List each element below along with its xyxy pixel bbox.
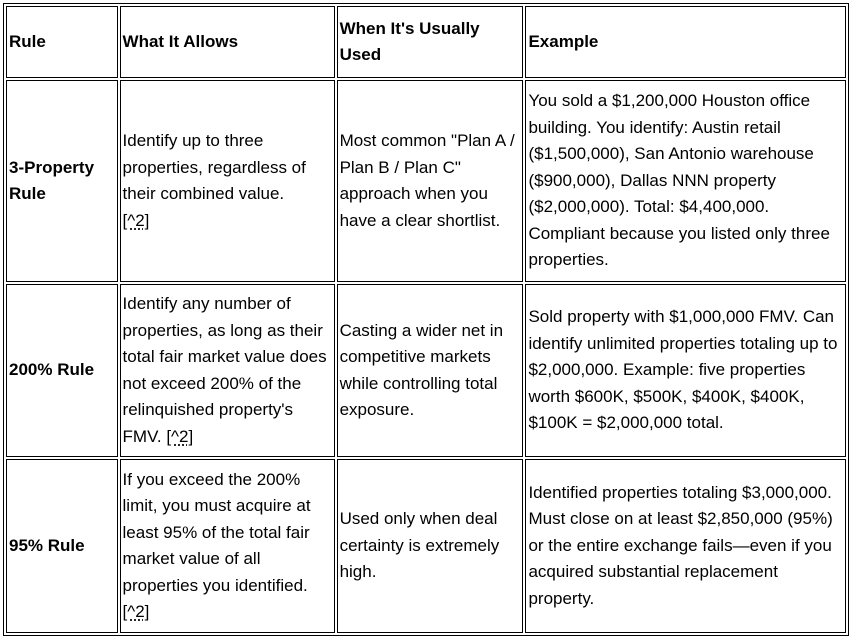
- allows-cell: [120, 284, 335, 457]
- header-rule: Rule: [6, 6, 118, 78]
- rule-cell: 200% Rule: [6, 284, 118, 457]
- allows-text: Identify any number of properties, as long as their total fair market value does not exceed 200% of the relinquished property's FMV.: [122, 294, 327, 446]
- citation-link[interactable]: [^2]: [166, 426, 194, 446]
- header-when-used: When It's Usually Used: [337, 6, 524, 78]
- when-cell: Most common "Plan A / Plan B / Plan C" approach when you have a clear shortlist.: [337, 80, 524, 282]
- table-row: [6, 80, 846, 282]
- rules-table: [3, 3, 849, 636]
- when-cell: Casting a wider net in competitive markets while controlling total exposure.: [337, 284, 524, 457]
- allows-text: If you exceed the 200% limit, you must acquire at least 95% of the total fair market value of all properties you identified.: [122, 469, 311, 595]
- rule-cell: 3-Property Rule: [6, 80, 118, 282]
- allows-cell: [120, 80, 335, 282]
- header-what-it-allows: What It Allows: [120, 6, 335, 78]
- example-cell: You sold a $1,200,000 Houston office building. You identify: Austin retail ($1,500,000), San Antonio warehouse ($900,000), Dallas NNN property ($2,000,000). Total: $4,400,000. Compliant because you listed only three properties.: [525, 80, 846, 282]
- example-cell: Identified properties totaling $3,000,000. Must close on at least $2,850,000 (95%) or the entire exchange fails—even if you acquired substantial replacement property.: [525, 459, 846, 633]
- when-cell: Used only when deal certainty is extremely high.: [337, 459, 524, 633]
- allows-text: Identify up to three properties, regardless of their combined value.: [122, 131, 306, 203]
- example-cell: Sold property with $1,000,000 FMV. Can identify unlimited properties totaling up to $2,000,000. Example: five properties worth $600K, $500K, $400K, $400K, $100K = $2,000,000 total.: [525, 284, 846, 457]
- citation-link[interactable]: [^2]: [122, 602, 150, 621]
- allows-cell: [120, 459, 335, 633]
- rule-cell: 95% Rule: [6, 459, 118, 633]
- table-header-row: [6, 6, 846, 78]
- citation-link[interactable]: [^2]: [122, 210, 150, 230]
- table-row: [6, 459, 846, 633]
- header-example: Example: [525, 6, 846, 78]
- table-row: [6, 284, 846, 457]
